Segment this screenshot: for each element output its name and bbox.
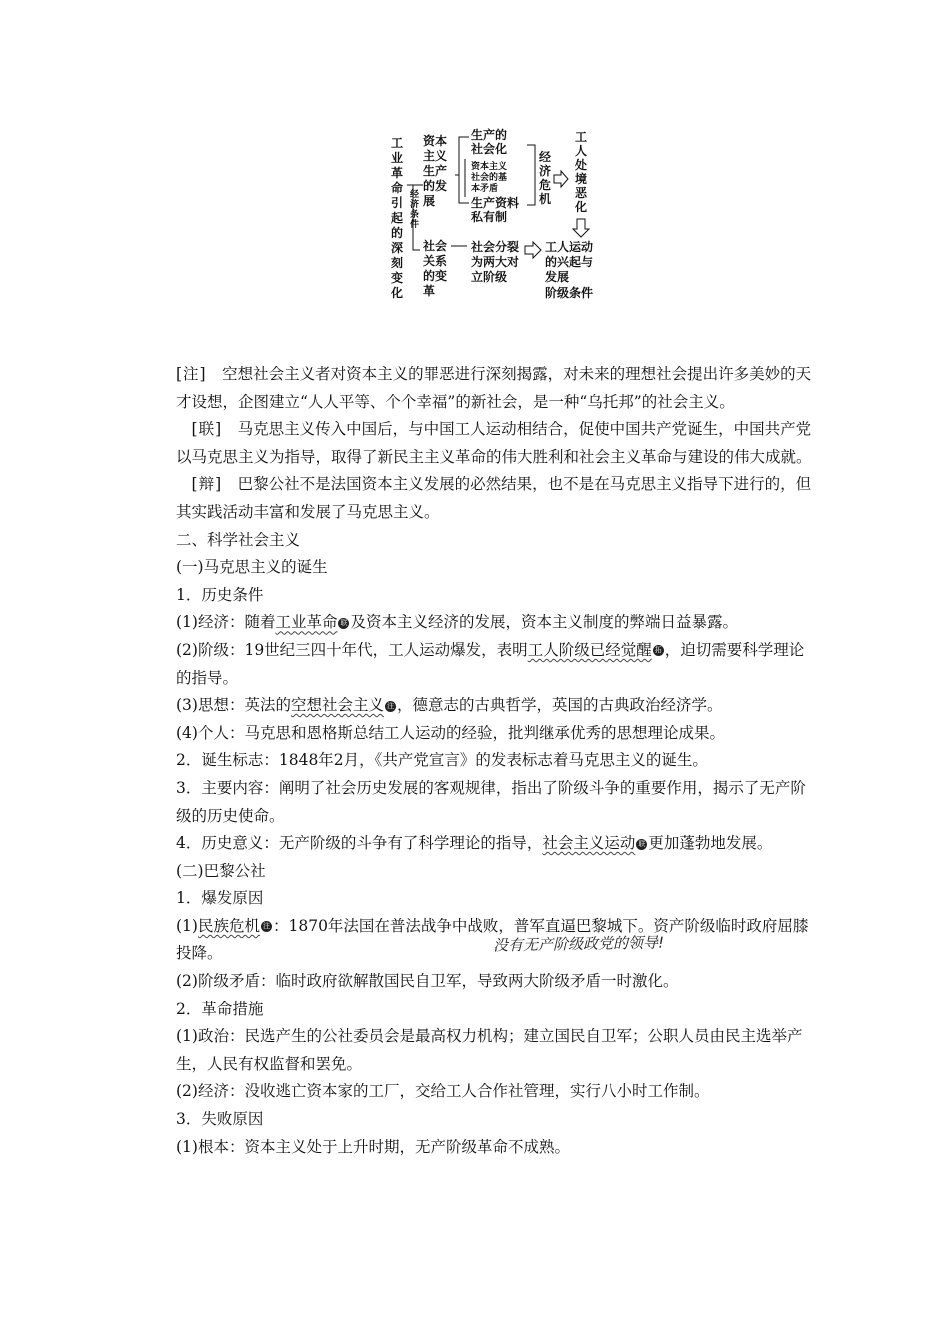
heading-failure: 3．失败原因 xyxy=(176,1110,264,1129)
svg-text:的发: 的发 xyxy=(423,179,448,193)
svg-text:机: 机 xyxy=(539,192,552,206)
note-tag-icon: 注 xyxy=(262,922,270,931)
concept-diagram xyxy=(385,125,615,310)
note-zhu xyxy=(176,361,812,416)
note-bian-tag: [辩] xyxy=(191,475,223,494)
svg-text:条: 条 xyxy=(410,210,420,220)
note-bian-text: 巴黎公社不是法国资本主义发展的必然结果，也不是在马克思主义指导下进行的，但其实践活动丰富和发展了马克思主义。 xyxy=(176,475,812,521)
text: (1)经济：随着 xyxy=(176,613,276,632)
svg-text:社会分裂: 社会分裂 xyxy=(471,240,520,254)
svg-text:刻: 刻 xyxy=(391,256,404,270)
text: ，迫切需要科学理论的指导。 xyxy=(176,640,805,687)
note-lian xyxy=(176,416,812,471)
text: ，德意志的古典哲学，英国的古典政治经济学。 xyxy=(396,696,723,715)
diagram-class-cond xyxy=(545,285,593,300)
svg-text:业: 业 xyxy=(391,151,404,165)
svg-text:经: 经 xyxy=(410,190,420,200)
svg-text:化: 化 xyxy=(391,286,404,300)
text: 及资本主义经济的发展，资本主义制度的弊端日益暴露。 xyxy=(350,613,738,632)
text: 更加蓬勃地发展。 xyxy=(648,834,773,853)
diagram-means-private xyxy=(471,195,519,224)
note-bian xyxy=(176,471,812,526)
svg-text:社会: 社会 xyxy=(423,239,448,253)
underlined-term: 社会主义运动 xyxy=(542,834,636,853)
svg-text:的: 的 xyxy=(391,226,404,240)
item-root-cause: (1)根本：资本主义处于上升时期，无产阶级革命不成熟。 xyxy=(176,1137,570,1156)
item-class xyxy=(176,637,812,692)
heading-causes: 1．爆发原因 xyxy=(176,889,264,908)
underlined-term: 工人阶级已经觉醒 xyxy=(527,640,652,659)
diagram-capital-dev xyxy=(423,133,447,208)
svg-text:资本主义: 资本主义 xyxy=(471,162,508,172)
underlined-term: 工业革命 xyxy=(275,613,338,632)
svg-text:的兴起与: 的兴起与 xyxy=(545,255,594,269)
text: (3)思想：英法的 xyxy=(176,696,291,715)
svg-text:变: 变 xyxy=(391,271,404,285)
subsection-paris-commune: (二)巴黎公社 xyxy=(176,861,266,880)
svg-text:私有制: 私有制 xyxy=(471,210,508,224)
diagram-movement xyxy=(544,239,593,284)
svg-text:的变: 的变 xyxy=(423,269,448,283)
subsection-marxism: (一)马克思主义的诞生 xyxy=(176,558,328,577)
diagram-root-label xyxy=(390,136,403,300)
svg-text:处: 处 xyxy=(575,158,588,172)
svg-text:引: 引 xyxy=(391,196,404,210)
text: ：1870年法国在普法战争中战败，普军直逼巴黎城下。资产阶级临时政府屈膝投降。 xyxy=(176,916,809,963)
svg-text:生产: 生产 xyxy=(423,164,448,178)
diagram-worker-worse xyxy=(574,130,588,214)
item-class-conflict: (2)阶级矛盾：临时政府欲解散国民自卫军，导致两大阶级矛盾一时激化。 xyxy=(176,972,679,991)
diagram-social-change xyxy=(422,238,447,298)
svg-text:立阶级: 立阶级 xyxy=(471,270,508,284)
item-politics: (1)政治：民选产生的公社委员会是最高权力机构；建立国民自卫军；公职人员由民主选举产生，人民有权监督和罢免。 xyxy=(176,1027,803,1073)
svg-text:社会的基: 社会的基 xyxy=(471,173,508,183)
svg-text:起: 起 xyxy=(391,211,404,225)
note-zhu-text: 空想社会主义者对资本主义的罪恶进行深刻揭露，对未来的理想社会提出许多美妙的天才设想，企图建立“人人平等、个个幸福”的新社会，是一种“乌托邦”的社会主义。 xyxy=(176,365,812,411)
svg-text:人: 人 xyxy=(575,144,588,158)
diagram-class-split xyxy=(470,239,519,284)
text: 4．历史意义：无产阶级的斗争有了科学理论的指导， xyxy=(176,834,543,853)
svg-text:主义: 主义 xyxy=(423,149,448,163)
svg-text:境: 境 xyxy=(575,172,588,186)
diagram-econ-label xyxy=(410,188,419,230)
diagram-prod-social xyxy=(470,127,507,156)
svg-text:工: 工 xyxy=(391,136,404,150)
svg-text:深: 深 xyxy=(391,241,404,255)
svg-text:阶级条件: 阶级条件 xyxy=(545,286,594,300)
svg-text:展: 展 xyxy=(423,194,436,208)
svg-text:件: 件 xyxy=(410,220,420,230)
svg-text:发展: 发展 xyxy=(545,270,570,284)
svg-text:生产的: 生产的 xyxy=(471,128,508,142)
svg-text:命: 命 xyxy=(391,181,404,195)
heading-significance xyxy=(176,830,812,858)
note-zhu-tag: [注] xyxy=(176,365,207,383)
notes-and-text xyxy=(176,361,812,1161)
heading-history-conditions: 1．历史条件 xyxy=(176,585,264,604)
underlined-term: 民族危机 xyxy=(197,916,260,935)
svg-text:本矛盾: 本矛盾 xyxy=(471,184,499,194)
svg-text:为两大对: 为两大对 xyxy=(471,255,520,269)
svg-text:革: 革 xyxy=(423,284,436,298)
item-thought xyxy=(176,692,812,720)
underlined-term: 空想社会主义 xyxy=(290,696,384,715)
svg-text:工人运动: 工人运动 xyxy=(545,240,594,254)
expand-tag-icon: 拓 xyxy=(654,646,662,655)
item-person: (4)个人：马克思和恩格斯总结工人运动的经验，批判继承优秀的思想理论成果。 xyxy=(176,723,725,742)
svg-text:革: 革 xyxy=(391,166,404,180)
heading-measures: 2．革命措施 xyxy=(176,999,264,1018)
link-tag-icon: 联 xyxy=(340,618,348,627)
svg-text:经: 经 xyxy=(539,150,552,164)
svg-text:济: 济 xyxy=(539,164,552,178)
svg-text:资本: 资本 xyxy=(423,134,448,148)
item-economy xyxy=(176,609,812,637)
svg-text:关系: 关系 xyxy=(423,254,448,268)
note-lian-text: 马克思主义传入中国后，与中国工人运动相结合，促使中国共产党诞生，中国共产党以马克思主义为指导，取得了新民主主义革命的伟大胜利和社会主义革命与建设的伟大成就。 xyxy=(176,420,812,466)
svg-text:生产资料: 生产资料 xyxy=(471,196,520,210)
handwritten-annotation: 没有无产阶级政党的领导! xyxy=(492,933,665,955)
svg-text:恶: 恶 xyxy=(575,186,588,200)
svg-text:济: 济 xyxy=(410,200,420,210)
text: (1) xyxy=(176,916,198,935)
diagram-contradiction xyxy=(470,160,507,194)
note-tag-icon: 注 xyxy=(386,701,394,710)
text: (2)阶级：19世纪三四十年代，工人运动爆发，表明 xyxy=(176,640,528,659)
item-economy-measures: (2)经济：没收逃亡资本家的工厂，交给工人合作社管理，实行八小时工作制。 xyxy=(176,1082,710,1101)
heading-birth-sign: 2．诞生标志：1848年2月，《共产党宣言》的发表标志着马克思主义的诞生。 xyxy=(176,751,708,770)
svg-text:社会化: 社会化 xyxy=(471,142,508,156)
svg-text:危: 危 xyxy=(539,178,552,192)
link-tag-icon: 联 xyxy=(638,839,646,848)
heading-main-content: 3．主要内容：阐明了社会历史发展的客观规律，指出了阶级斗争的重要作用，揭示了无产阶级的历史使命。 xyxy=(176,778,806,825)
diagram-econ-crisis xyxy=(539,149,551,206)
section-title: 二、科学社会主义 xyxy=(176,530,301,549)
svg-text:化: 化 xyxy=(575,200,588,214)
svg-text:工: 工 xyxy=(575,130,588,144)
note-lian-tag: [联] xyxy=(191,420,223,439)
